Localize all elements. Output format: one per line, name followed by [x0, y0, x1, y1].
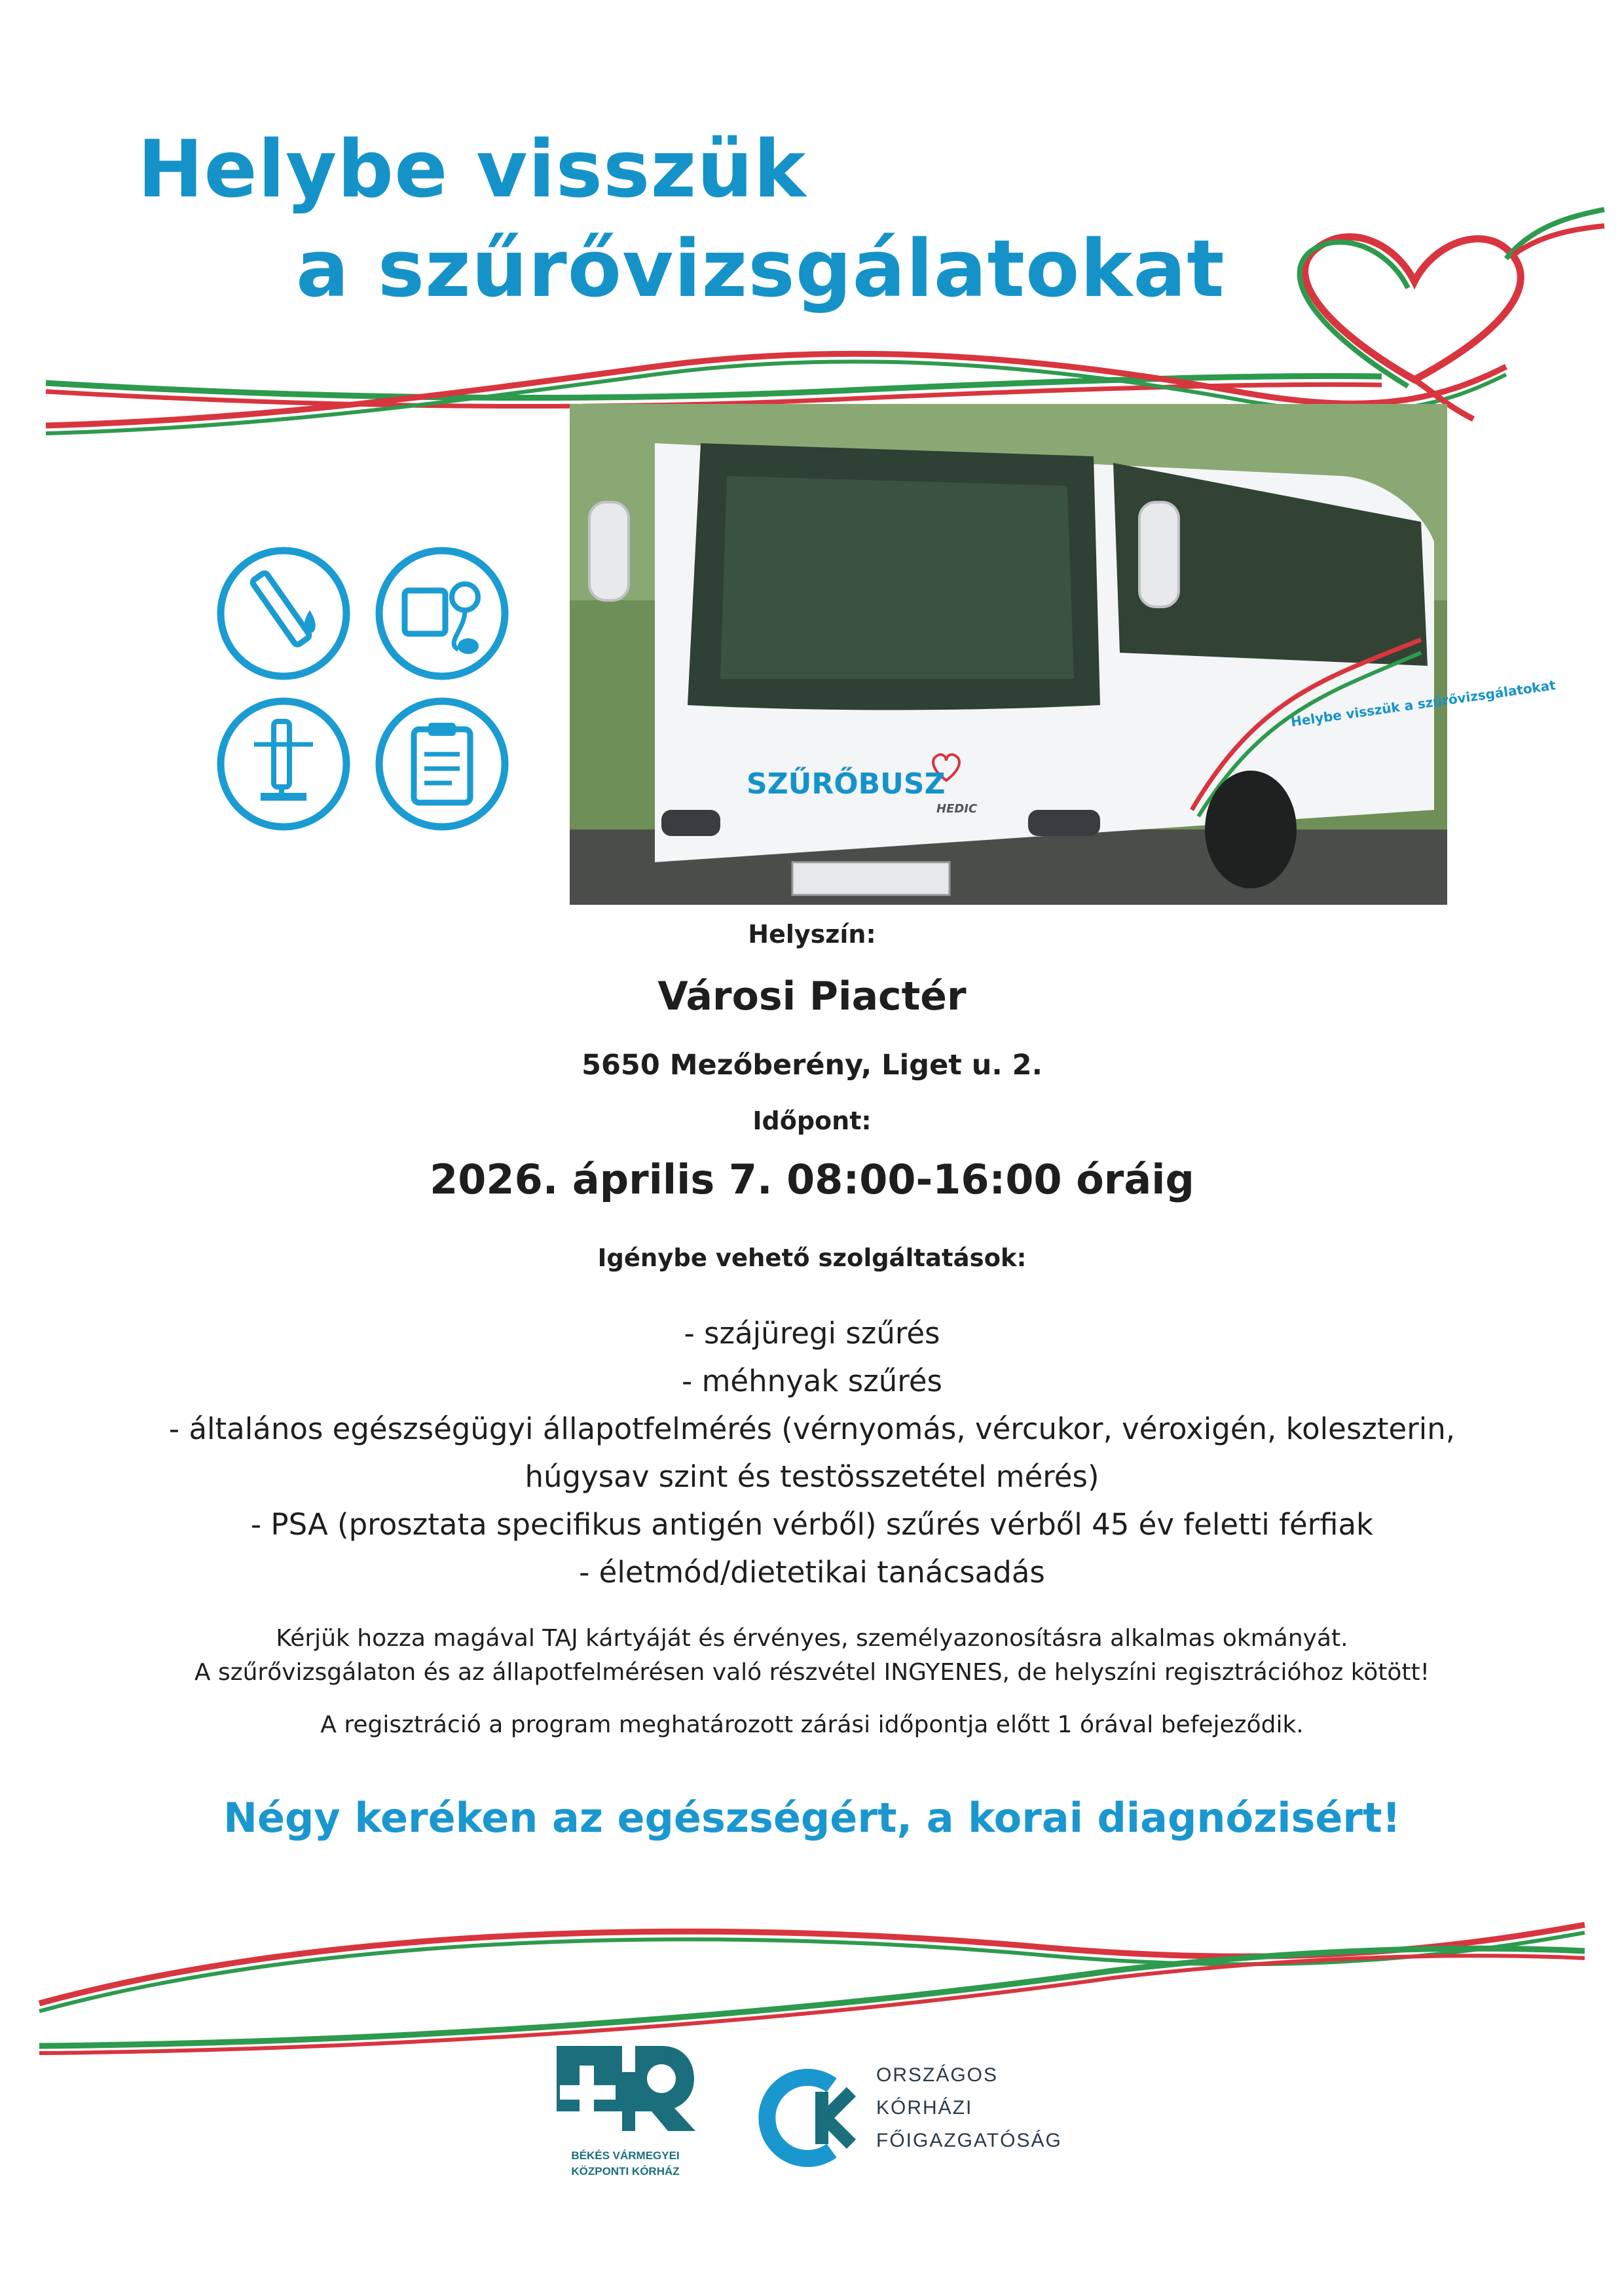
services-heading: Igénybe vehető szolgáltatások:: [597, 1244, 1027, 1272]
blood-pressure-monitor-icon: [373, 545, 511, 682]
note-documents: Kérjük hozza magával TAJ kártyáját és érvényes, személyazonosításra alkalmas okmányát.: [276, 1625, 1348, 1652]
location-label: Helyszín:: [748, 920, 876, 949]
logo2-line2: KÓRHÁZI: [876, 2097, 973, 2119]
page-title-line2: a szűrővizsgálatokat: [296, 224, 1225, 315]
note-registration-close: A regisztráció a program meghatározott zárási időpontja előtt 1 órával befejeződik.: [320, 1711, 1304, 1738]
bottom-ribbon: [0, 1886, 1624, 2062]
okfo-logo: [760, 2059, 1126, 2190]
service-item: - általános egészségügyi állapotfelmérés (vérnyomás, vércukor, véroxigén, koleszterin,: [168, 1412, 1456, 1446]
service-item: húgysav szint és testösszetétel mérés): [525, 1459, 1099, 1494]
service-item: - PSA (prosztata specifikus antigén vérből) szűrés vérből 45 év feletti férfiak: [250, 1507, 1374, 1542]
page-title-line1: Helybe visszük: [138, 124, 807, 215]
service-item: - életmód/dietetikai tanácsadás: [579, 1555, 1045, 1590]
clipboard-icon: [373, 695, 511, 833]
bekes-hospital-logo: [544, 2033, 707, 2196]
logo2-line3: FŐIGAZGATÓSÁG: [876, 2130, 1062, 2151]
venue-name: Városi Piactér: [657, 974, 967, 1019]
event-date: 2026. április 7. 08:00-16:00 óráig: [430, 1156, 1194, 1203]
test-strip-icon: [215, 545, 352, 682]
venue-address: 5650 Mezőberény, Liget u. 2.: [581, 1049, 1043, 1082]
service-item: - szájüregi szűrés: [684, 1316, 940, 1351]
slogan: Négy keréken az egészségért, a korai diagnózisért!: [223, 1794, 1401, 1842]
bus-photo: [570, 404, 1557, 905]
hospital-logo-mark: [544, 2033, 707, 2131]
bus-front-label: SZŰRŐBUSZ: [747, 767, 946, 801]
service-item: - méhnyak szűrés: [682, 1364, 942, 1398]
logo2-line1: ORSZÁGOS: [876, 2064, 999, 2086]
time-label: Időpont:: [752, 1106, 872, 1135]
okfo-logo-mark: [760, 2066, 864, 2170]
logo1-line2: KÖZPONTI KÓRHÁZ: [571, 2165, 680, 2178]
note-free-registration: A szűrővizsgálaton és az állapotfelmérésen való részvétel INGYENES, de helyszíni regisztrációhoz kötött!: [194, 1659, 1430, 1686]
services-list: [0, 1309, 1624, 1596]
bus-side-text: Helybe visszük a szűrővizsgálatokat: [1289, 677, 1557, 730]
logo1-line1: BÉKÉS VÁRMEGYEI: [571, 2149, 680, 2162]
bus-brand: HEDIC: [936, 802, 978, 816]
test-tube-stand-icon: [215, 695, 352, 833]
